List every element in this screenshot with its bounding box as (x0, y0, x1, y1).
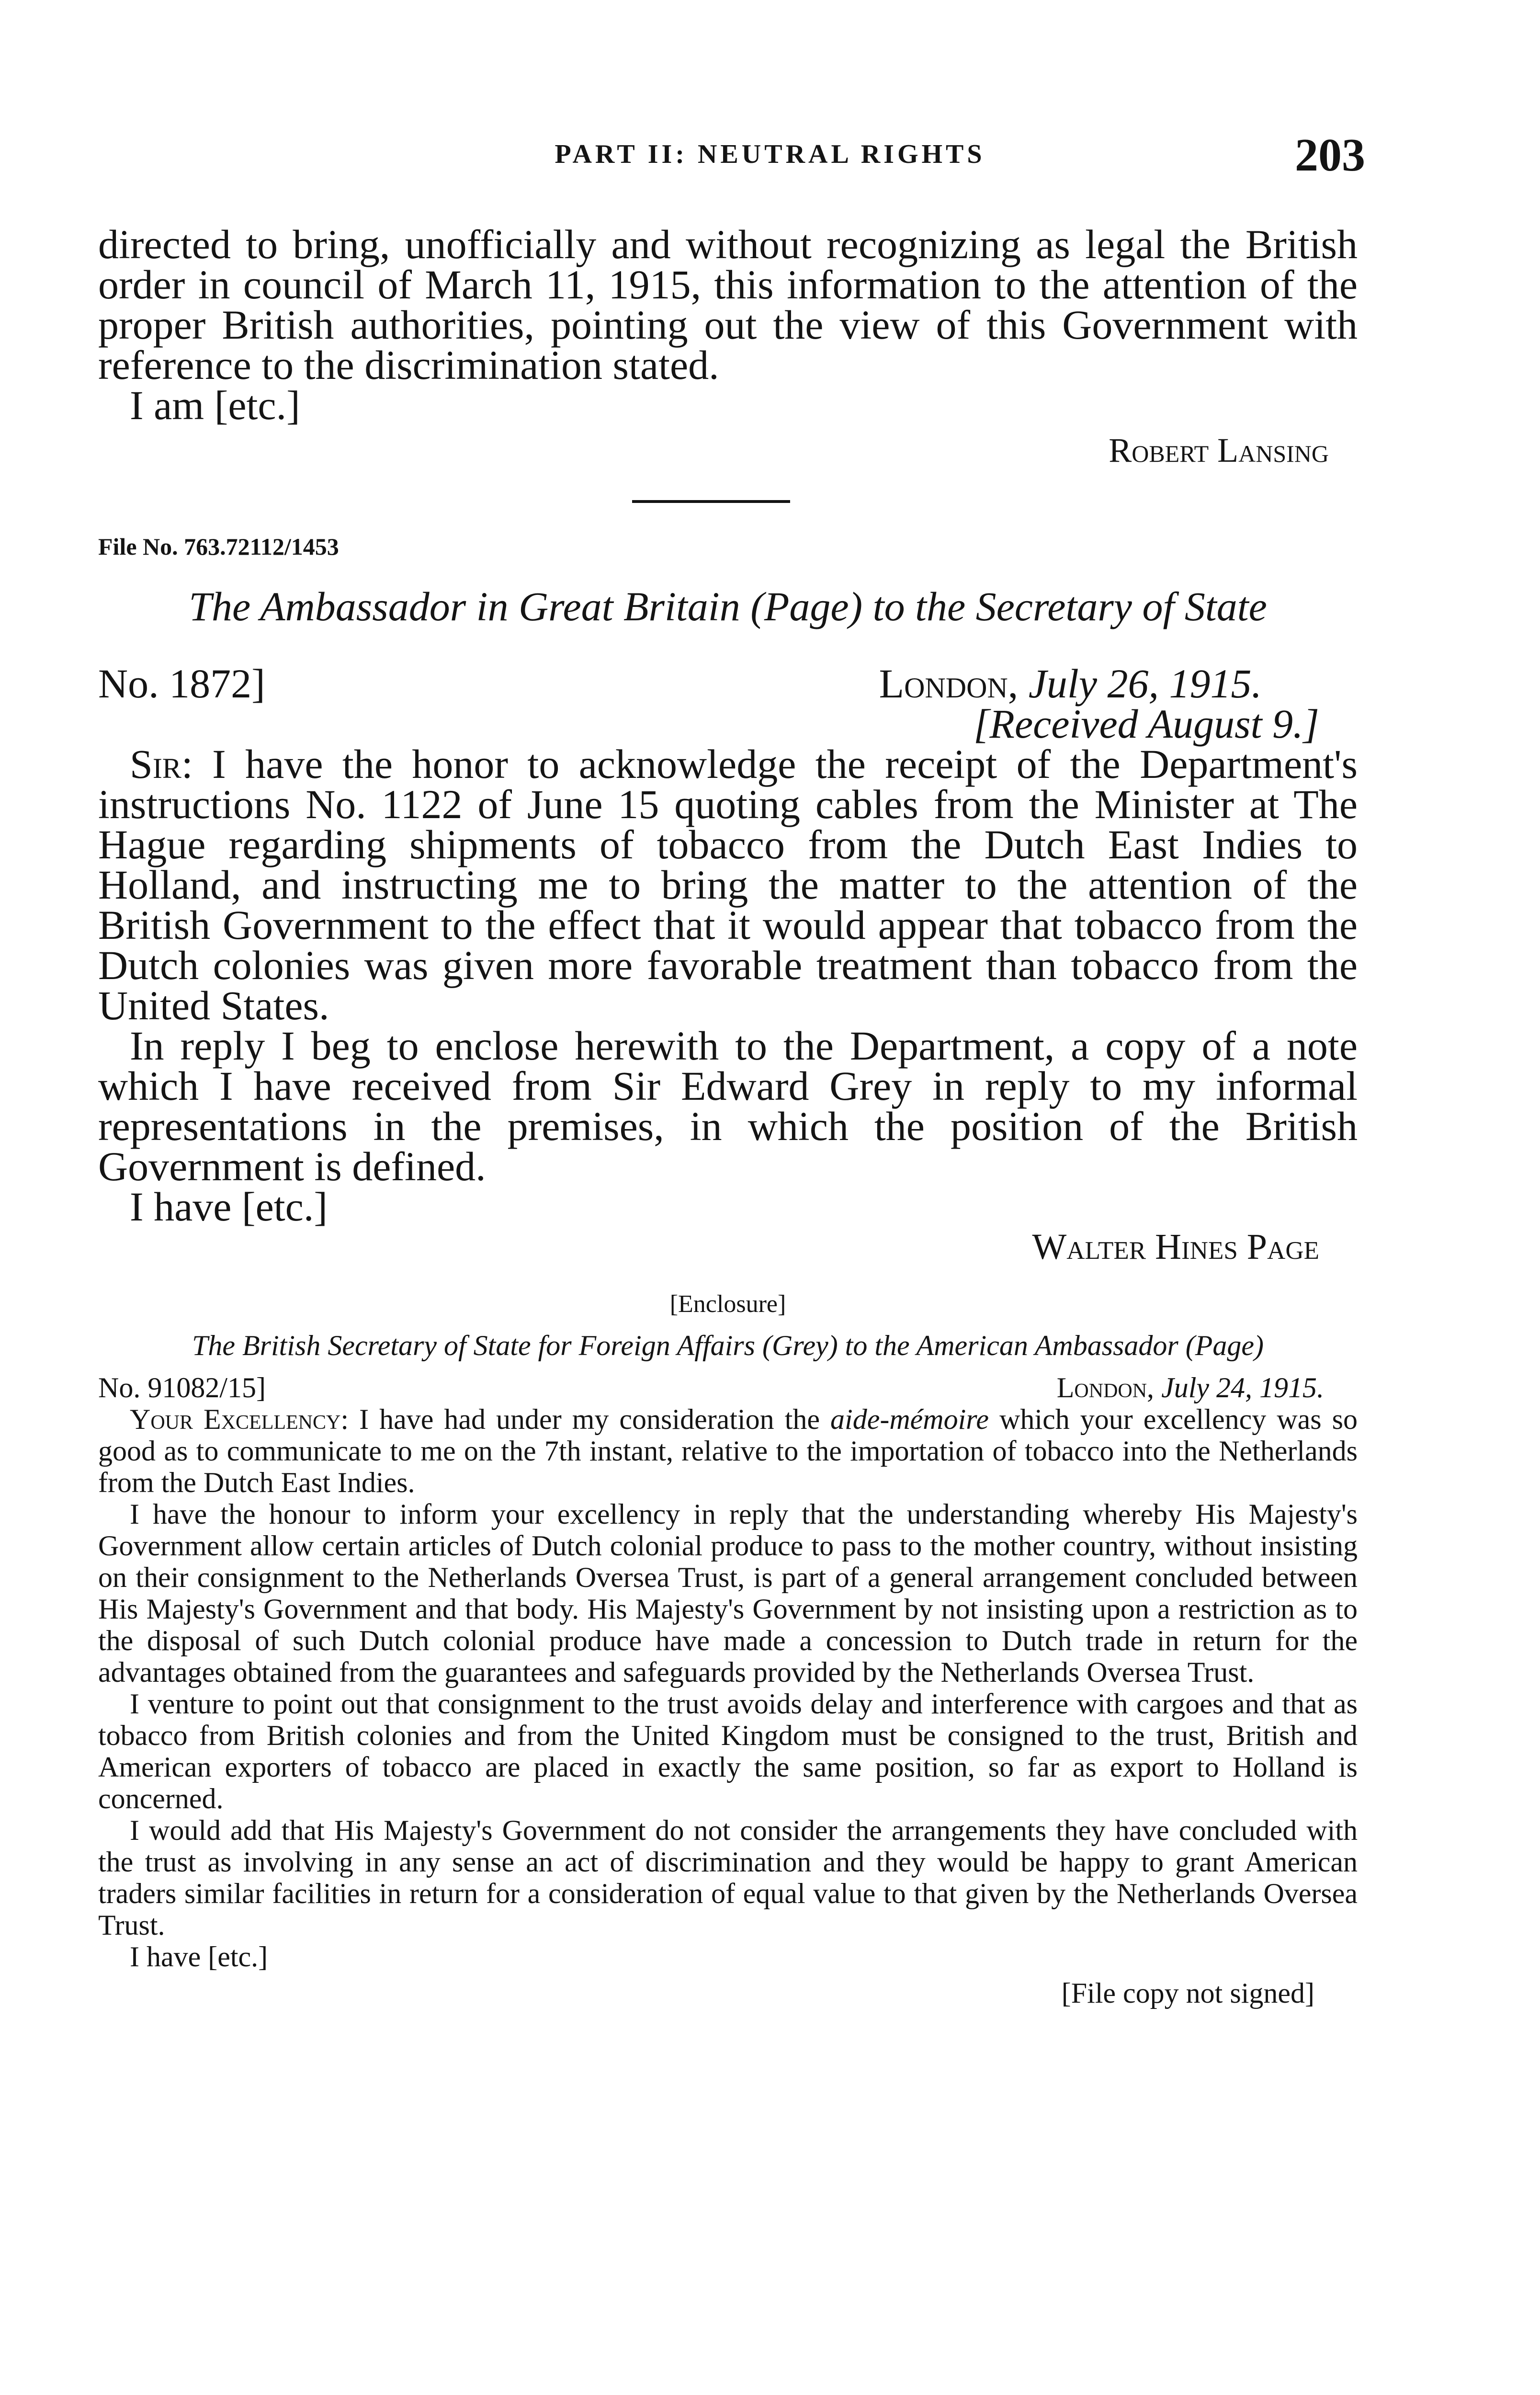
enclosure-heading: The British Secretary of State for Foreign Affairs (Grey) to the American Ambassador (Page) (192, 1330, 1264, 1361)
running-title: PART II: NEUTRAL RIGHTS (555, 139, 985, 169)
letter-date: July 26, 1915. (1028, 661, 1262, 707)
file-number: File No. 763.72112/1453 (98, 533, 339, 560)
letter-paragraph-2: In reply I beg to enclose herewith to the Department, a copy of a note which I have received from Sir Edward Grey in reply to my informal representations in the premises, in which the position of the British Government is defined. (98, 1023, 1358, 1189)
continuation-closing: I am [etc.] (130, 382, 300, 428)
enclosure-section (98, 1289, 1358, 2009)
letter-salutation: Sir: (130, 741, 193, 787)
letter-dateline (98, 661, 1358, 707)
letter-place: London, (879, 661, 1019, 707)
page-number: 203 (1295, 129, 1365, 181)
letter-received: [Received August 9.] (973, 701, 1319, 747)
signature-page: Walter Hines Page (1032, 1227, 1319, 1267)
enclosure-paragraph-4: I would add that His Majesty's Government do not consider the arrangements they have concluded with the trust as involving in any sense an act of discrimination and they would be happy to grant American traders similar facilities in return for a consideration of equal value to that given by the Netherlands Oversea Trust. (98, 1814, 1358, 1941)
letter-place-date (879, 661, 1358, 707)
enclosure-date: July 24, 1915. (1161, 1372, 1324, 1403)
continuation-section (98, 221, 1358, 470)
enclosure-place: London, (1056, 1372, 1155, 1403)
enclosure-place-date (1057, 1372, 1358, 1403)
letter-paragraph-1-text: I have the honor to acknowledge the receipt of the Department's instructions No. 1122 of June 15 quoting cables from the Minister at The Hague regarding shipments of tobacco from the Dutch East Indies to Holland, and instructing me to bring the matter to the attention of the British Government to the effect that it would appear that tobacco from the Dutch colonies was given more favorable treatment than tobacco from the United States. (98, 741, 1358, 1028)
letter-heading: The Ambassador in Great Britain (Page) to the Secretary of State (189, 583, 1267, 629)
enclosure-salutation: Your Excellency: (130, 1403, 349, 1435)
letter-closing: I have [etc.] (130, 1184, 328, 1230)
enclosure-paragraph-3: I venture to point out that consignment to the trust avoids delay and interference with cargoes and that as tobacco from British colonies and from the United Kingdom must be consigned to the trust, British and American exporters of tobacco are placed in exactly the same position, so far as export to Holland is concerned. (98, 1688, 1358, 1814)
enclosure-paragraph-2: I have the honour to inform your excellency in reply that the understanding whereby His Majesty's Government allow certain articles of Dutch colonial produce to pass to the mother country, without insisting on their consignment to the Netherlands Oversea Trust, is part of a general arrangement concluded between His Majesty's Government and that body. His Majesty's Government by not insisting upon a restriction as to the disposal of such Dutch colonial produce have made a concession to Dutch trade in return for the advantages obtained from the guarantees and safeguards provided by the Netherlands Oversea Trust. (98, 1498, 1358, 1688)
enclosure-signature-note: [File copy not signed] (1061, 1977, 1314, 2009)
enclosure-number: No. 91082/15] (98, 1372, 266, 1403)
continuation-paragraph: directed to bring, unofficially and without recognizing as legal the British order in council of March 11, 1915, this information to the attention of the proper British authorities, pointing out the view of this Government with reference to the discrimination stated. (98, 221, 1358, 388)
enclosure-closing: I have [etc.] (130, 1941, 268, 1973)
section-divider (632, 500, 790, 503)
enclosure-label: [Enclosure] (669, 1290, 786, 1318)
enclosure-dateline (98, 1372, 1358, 1403)
enclosure-paragraph-1 (98, 1403, 1358, 1498)
signature-lansing: Robert Lansing (1109, 431, 1329, 469)
letter-section (98, 663, 1358, 1267)
letter-paragraph-1 (98, 741, 1358, 1028)
letter-number: No. 1872] (98, 661, 265, 707)
enclosure-aide-memoire: aide-mémoire (830, 1403, 989, 1435)
enclosure-paragraph-1-post: which your excellency was so good as to communicate to me on the 7th instant, relative to the importation of tobacco into the Netherlands from the Dutch East Indies. (98, 1403, 1358, 1498)
enclosure-paragraph-1-pre: I have had under my consideration the (359, 1403, 820, 1435)
